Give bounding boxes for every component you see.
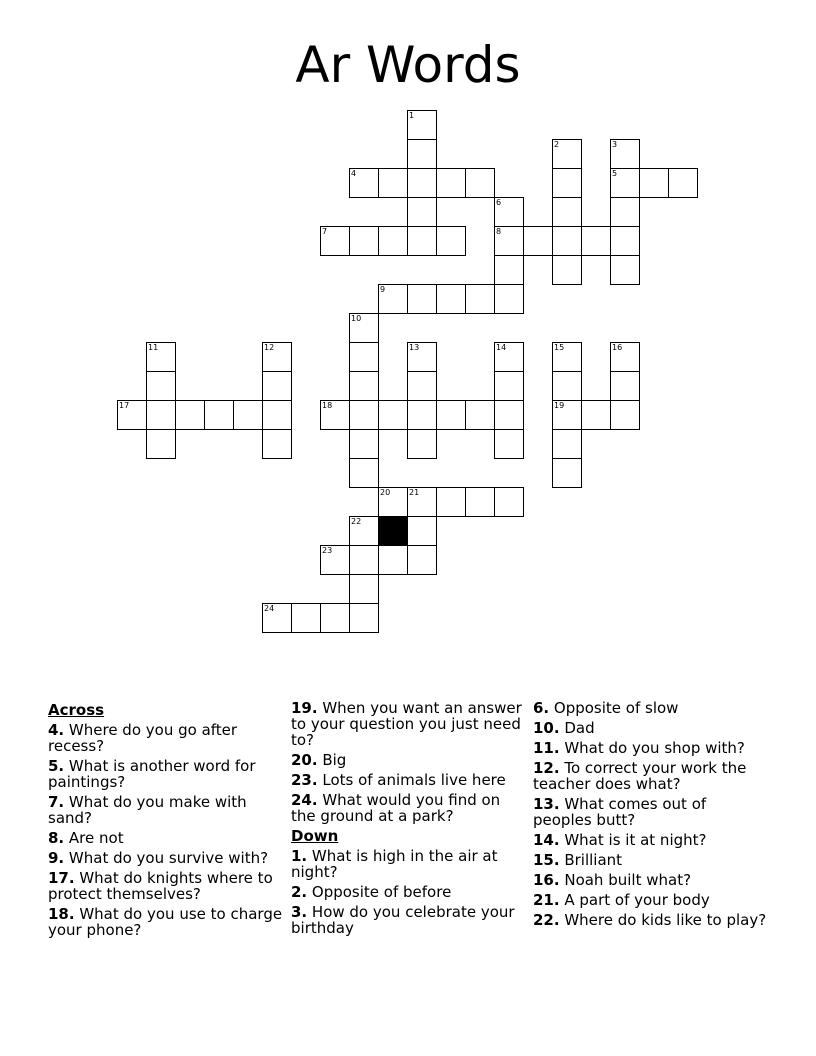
- grid-cell[interactable]: [523, 226, 553, 256]
- clue-num: 19.: [291, 699, 318, 717]
- grid-cell[interactable]: [465, 400, 495, 430]
- grid-cell[interactable]: [407, 226, 437, 256]
- grid-cell[interactable]: [407, 168, 437, 198]
- grid-cell[interactable]: [349, 400, 379, 430]
- clue-text: When you want an answer to your question you just need to?: [291, 699, 522, 749]
- clue-number: 8: [496, 227, 502, 236]
- clue-num: 17.: [48, 869, 75, 887]
- down-clue: [291, 884, 527, 900]
- down-clue: [533, 740, 769, 756]
- grid-cell[interactable]: [407, 197, 437, 227]
- across-clue: [48, 870, 284, 902]
- clue-num: 1.: [291, 847, 308, 865]
- clues-column-2: [291, 700, 527, 940]
- grid-cell[interactable]: [494, 197, 524, 227]
- clue-num: 12.: [533, 759, 560, 777]
- grid-cell[interactable]: [494, 342, 524, 372]
- grid-cell[interactable]: [378, 168, 408, 198]
- grid-cell[interactable]: [407, 400, 437, 430]
- grid-cell[interactable]: [610, 226, 640, 256]
- grid-cell[interactable]: [349, 313, 379, 343]
- grid-cell[interactable]: [465, 168, 495, 198]
- grid-cell[interactable]: [349, 458, 379, 488]
- page-title: Ar Words: [295, 36, 521, 94]
- grid-cell[interactable]: [610, 342, 640, 372]
- clue-text: What do you shop with?: [559, 739, 745, 757]
- clue-num: 11.: [533, 739, 560, 757]
- grid-cell[interactable]: [146, 371, 176, 401]
- grid-cell[interactable]: [349, 168, 379, 198]
- grid-cell[interactable]: [436, 226, 466, 256]
- clue-num: 10.: [533, 719, 560, 737]
- clue-text: Big: [317, 751, 347, 769]
- grid-cell[interactable]: [610, 255, 640, 285]
- grid-cell[interactable]: [407, 284, 437, 314]
- clue-number: 18: [322, 401, 333, 410]
- grid-cell[interactable]: [494, 429, 524, 459]
- grid-cell[interactable]: [552, 168, 582, 198]
- clue-number: 20: [380, 488, 391, 497]
- grid-cell[interactable]: [262, 603, 292, 633]
- clue-num: 3.: [291, 903, 308, 921]
- down-clue: [533, 912, 769, 928]
- grid-cell[interactable]: [349, 574, 379, 604]
- clue-number: 14: [496, 343, 507, 352]
- clue-number: 21: [409, 488, 420, 497]
- grid-cell[interactable]: [494, 371, 524, 401]
- clue-number: 12: [264, 343, 275, 352]
- grid-cell[interactable]: [146, 400, 176, 430]
- across-clue: [48, 722, 284, 754]
- grid-cell[interactable]: [349, 371, 379, 401]
- grid-cell[interactable]: [436, 400, 466, 430]
- clue-num: 4.: [48, 721, 65, 739]
- grid-cell[interactable]: [494, 400, 524, 430]
- down-clue: [533, 720, 769, 736]
- grid-cell[interactable]: [465, 487, 495, 517]
- grid-cell[interactable]: [610, 197, 640, 227]
- clue-number: 13: [409, 343, 420, 352]
- grid-cell[interactable]: [320, 400, 350, 430]
- clue-num: 9.: [48, 849, 65, 867]
- clue-text: Opposite of slow: [549, 699, 679, 717]
- clue-num: 8.: [48, 829, 65, 847]
- grid-cell[interactable]: [146, 342, 176, 372]
- grid-cell[interactable]: [349, 603, 379, 633]
- down-clue: [291, 848, 527, 880]
- clue-number: 4: [351, 169, 357, 178]
- clue-num: 23.: [291, 771, 318, 789]
- grid-cell[interactable]: [378, 487, 408, 517]
- across-clue: [48, 830, 284, 846]
- grid-cell[interactable]: [349, 545, 379, 575]
- clue-num: 16.: [533, 871, 560, 889]
- clue-text: What comes out of peoples butt?: [533, 795, 707, 829]
- grid-cell[interactable]: [407, 139, 437, 169]
- grid-cell[interactable]: [262, 342, 292, 372]
- grid-cell[interactable]: [320, 603, 350, 633]
- grid-cell[interactable]: [552, 400, 582, 430]
- across-heading: Across: [48, 701, 105, 719]
- clue-number: 3: [612, 140, 618, 149]
- grid-cell[interactable]: [407, 110, 437, 140]
- clue-number: 19: [554, 401, 565, 410]
- grid-cell[interactable]: [146, 429, 176, 459]
- across-clue: [291, 772, 527, 788]
- grid-cell[interactable]: [378, 545, 408, 575]
- grid-cell[interactable]: [378, 284, 408, 314]
- clue-num: 2.: [291, 883, 308, 901]
- clue-text: Lots of animals live here: [317, 771, 506, 789]
- grid-cell[interactable]: [668, 168, 698, 198]
- grid-cell[interactable]: [436, 168, 466, 198]
- grid-cell[interactable]: [349, 342, 379, 372]
- clue-num: 21.: [533, 891, 560, 909]
- grid-cell[interactable]: [407, 545, 437, 575]
- across-clue: [48, 758, 284, 790]
- grid-cell[interactable]: [291, 603, 321, 633]
- clue-number: 6: [496, 198, 502, 207]
- clue-num: 15.: [533, 851, 560, 869]
- clue-text: To correct your work the teacher does what?: [533, 759, 747, 793]
- grid-cell[interactable]: [639, 168, 669, 198]
- grid-cell[interactable]: [552, 226, 582, 256]
- clue-number: 9: [380, 285, 386, 294]
- grid-cell[interactable]: [552, 139, 582, 169]
- grid-cell[interactable]: [262, 371, 292, 401]
- grid-cell[interactable]: [581, 400, 611, 430]
- clue-text: A part of your body: [559, 891, 710, 909]
- clue-num: 7.: [48, 793, 65, 811]
- clue-number: 24: [264, 604, 275, 613]
- grid-cell[interactable]: [436, 487, 466, 517]
- grid-cell[interactable]: [349, 226, 379, 256]
- clue-text: What do you survive with?: [64, 849, 269, 867]
- clue-number: 1: [409, 111, 415, 120]
- clue-number: 2: [554, 140, 560, 149]
- grid-cell[interactable]: [320, 226, 350, 256]
- down-clue: [533, 852, 769, 868]
- grid-cell[interactable]: [494, 226, 524, 256]
- grid-cell[interactable]: [552, 371, 582, 401]
- grid-cell[interactable]: [436, 284, 466, 314]
- clue-text: How do you celebrate your birthday: [291, 903, 515, 937]
- grid-cell[interactable]: [494, 255, 524, 285]
- grid-cell[interactable]: [204, 400, 234, 430]
- clue-num: 14.: [533, 831, 560, 849]
- down-clue: [533, 832, 769, 848]
- grid-cell[interactable]: [407, 487, 437, 517]
- clue-number: 17: [119, 401, 130, 410]
- clues-column-3: [533, 700, 769, 932]
- across-clue: [291, 752, 527, 768]
- grid-cell[interactable]: [610, 139, 640, 169]
- grid-cell[interactable]: [262, 400, 292, 430]
- clue-text: What would you find on the ground at a park?: [291, 791, 501, 825]
- grid-cell[interactable]: [407, 342, 437, 372]
- clue-number: 16: [612, 343, 623, 352]
- down-clue: [533, 760, 769, 792]
- clue-text: What do knights where to protect themselves?: [48, 869, 273, 903]
- clue-text: What do you use to charge your phone?: [48, 905, 283, 939]
- clue-text: Where do kids like to play?: [559, 911, 767, 929]
- clue-text: Brilliant: [559, 851, 623, 869]
- clue-num: 13.: [533, 795, 560, 813]
- across-clue: [48, 850, 284, 866]
- across-clue: [48, 794, 284, 826]
- clue-number: 7: [322, 227, 328, 236]
- grid-cell[interactable]: [552, 458, 582, 488]
- clue-num: 22.: [533, 911, 560, 929]
- clue-num: 24.: [291, 791, 318, 809]
- clue-text: Where do you go after recess?: [48, 721, 238, 755]
- clue-number: 22: [351, 517, 362, 526]
- clue-number: 5: [612, 169, 618, 178]
- grid-cell[interactable]: [465, 284, 495, 314]
- across-clue: [48, 906, 284, 938]
- grid-cell[interactable]: [378, 400, 408, 430]
- grid-cell[interactable]: [407, 371, 437, 401]
- down-clue: [533, 872, 769, 888]
- grid-cell[interactable]: [233, 400, 263, 430]
- across-clue: [291, 700, 527, 748]
- grid-cell[interactable]: [175, 400, 205, 430]
- clue-num: 5.: [48, 757, 65, 775]
- clue-text: What do you make with sand?: [48, 793, 247, 827]
- clue-text: Are not: [64, 829, 124, 847]
- clue-text: Opposite of before: [307, 883, 452, 901]
- clue-number: 23: [322, 546, 333, 555]
- across-clue: [291, 792, 527, 824]
- grid-cell[interactable]: [349, 516, 379, 546]
- grid-cell[interactable]: [262, 429, 292, 459]
- clue-num: 20.: [291, 751, 318, 769]
- clue-number: 10: [351, 314, 362, 323]
- down-clue: [291, 904, 527, 936]
- down-clue: [533, 796, 769, 828]
- down-clue: [533, 700, 769, 716]
- clue-number: 15: [554, 343, 565, 352]
- clue-number: 11: [148, 343, 159, 352]
- grid-cell[interactable]: [494, 487, 524, 517]
- black-square: [378, 516, 408, 546]
- clue-text: What is another word for paintings?: [48, 757, 256, 791]
- grid-cell[interactable]: [610, 371, 640, 401]
- grid-cell[interactable]: [581, 226, 611, 256]
- clue-text: What is high in the air at night?: [291, 847, 498, 881]
- clues-column-1: [48, 700, 284, 942]
- grid-cell[interactable]: [378, 226, 408, 256]
- grid-cell[interactable]: [117, 400, 147, 430]
- grid-cell[interactable]: [610, 168, 640, 198]
- grid-cell[interactable]: [320, 545, 350, 575]
- grid-cell[interactable]: [552, 429, 582, 459]
- down-clue: [533, 892, 769, 908]
- clue-text: Noah built what?: [559, 871, 692, 889]
- grid-cell[interactable]: [349, 429, 379, 459]
- clue-num: 6.: [533, 699, 550, 717]
- clue-num: 18.: [48, 905, 75, 923]
- grid-cell[interactable]: [552, 255, 582, 285]
- grid-cell[interactable]: [610, 400, 640, 430]
- grid-cell[interactable]: [494, 284, 524, 314]
- grid-cell[interactable]: [407, 429, 437, 459]
- clue-text: What is it at night?: [559, 831, 707, 849]
- grid-cell[interactable]: [552, 197, 582, 227]
- clue-text: Dad: [559, 719, 595, 737]
- grid-cell[interactable]: [552, 342, 582, 372]
- grid-cell[interactable]: [407, 516, 437, 546]
- down-heading: Down: [291, 827, 339, 845]
